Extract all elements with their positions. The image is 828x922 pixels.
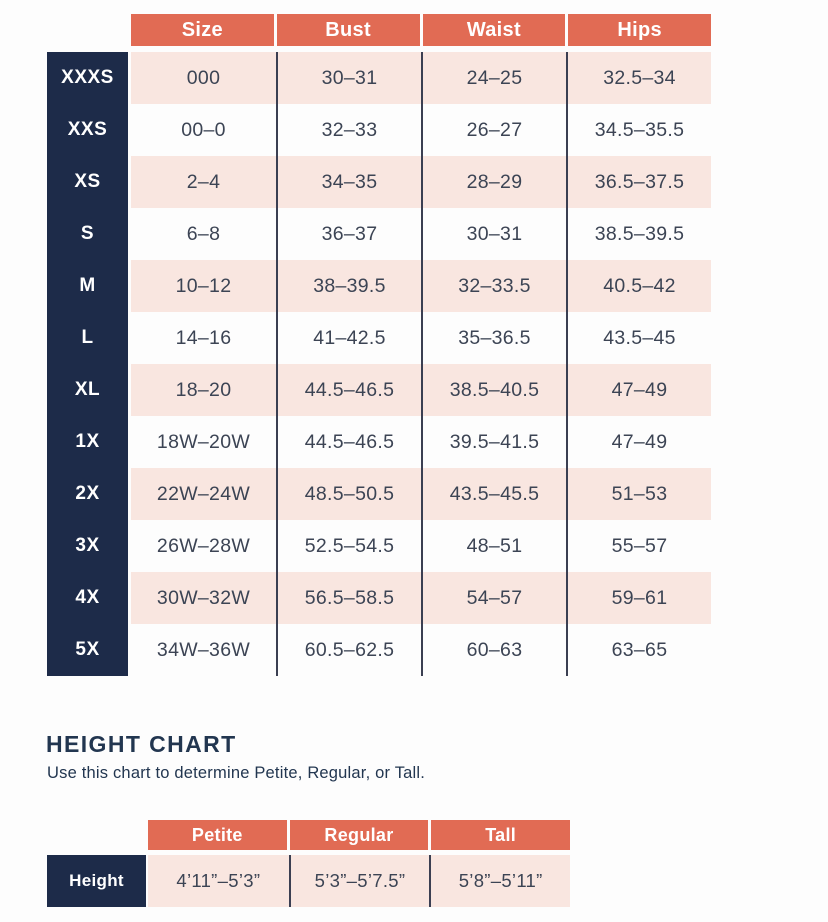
column-header-waist: Waist [423,14,566,46]
table-cell: 44.5–46.5 [276,416,421,468]
table-cell: 43.5–45.5 [421,468,566,520]
height-cell-petite: 4’11”–5’3” [176,870,261,891]
table-cell: 000 [186,66,221,89]
table-cell: 34–35 [276,156,421,208]
table-cell: 43.5–45 [566,312,711,364]
table-cell: 48.5–50.5 [276,468,421,520]
table-row [131,52,711,104]
table-cell: 2–4 [186,170,221,193]
size-row-label: 2X [75,483,100,504]
column-header-tall: Tall [431,820,570,850]
table-cell: 47–49 [566,364,711,416]
table-cell: 22W–24W [156,482,251,505]
table-cell: 26–27 [421,104,566,156]
table-row [131,312,711,364]
table-cell: 35–36.5 [421,312,566,364]
table-cell: 40.5–42 [566,260,711,312]
table-row [131,208,711,260]
table-cell: 18–20 [175,378,232,401]
height-chart-title: HEIGHT CHART [46,731,237,757]
table-cell: 44.5–46.5 [276,364,421,416]
size-row-label: 1X [75,431,100,452]
size-row-label: M [79,275,96,296]
size-row-label: L [81,327,94,348]
table-cell: 39.5–41.5 [421,416,566,468]
table-cell: 36.5–37.5 [566,156,711,208]
size-row-label: 5X [75,639,100,660]
table-cell: 47–49 [566,416,711,468]
height-cell-tall: 5’8”–5’11” [429,855,570,907]
table-row [131,156,711,208]
table-cell: 55–57 [566,520,711,572]
table-cell: 30–31 [276,52,421,104]
column-header-hips: Hips [568,14,711,46]
table-cell: 51–53 [566,468,711,520]
size-row-label: XXXS [61,67,114,88]
table-row [131,260,711,312]
table-cell: 26W–28W [156,534,251,557]
height-row-label: Height [47,855,146,907]
size-row-label: 3X [75,535,100,556]
table-cell: 34.5–35.5 [566,104,711,156]
table-cell: 14–16 [175,326,232,349]
table-cell: 38.5–40.5 [421,364,566,416]
table-cell: 32–33.5 [421,260,566,312]
column-header-size: Size [131,14,274,46]
table-cell: 41–42.5 [276,312,421,364]
table-cell: 60.5–62.5 [276,624,421,676]
table-row [131,572,711,624]
table-cell: 63–65 [566,624,711,676]
table-cell: 24–25 [421,52,566,104]
size-row-label: XS [74,171,101,192]
table-cell: 30W–32W [156,586,251,609]
size-table-header [131,14,711,46]
size-row-label: 4X [75,587,100,608]
height-cell-regular: 5’3”–5’7.5” [289,855,430,907]
table-cell: 54–57 [421,572,566,624]
table-cell: 32.5–34 [566,52,711,104]
size-table-body [131,52,711,676]
table-row [131,468,711,520]
column-header-bust: Bust [277,14,420,46]
table-cell: 10–12 [175,274,232,297]
table-cell: 36–37 [276,208,421,260]
table-cell: 28–29 [421,156,566,208]
height-table-header [148,820,570,850]
height-table-row [148,855,570,907]
size-row-label: XXS [67,119,108,140]
table-row [131,520,711,572]
size-row-label: XL [74,379,101,400]
table-cell: 32–33 [276,104,421,156]
table-cell: 59–61 [566,572,711,624]
table-cell: 18W–20W [156,430,251,453]
table-cell: 30–31 [421,208,566,260]
table-cell: 6–8 [186,222,221,245]
column-header-petite: Petite [148,820,287,850]
table-cell: 48–51 [421,520,566,572]
table-row [131,104,711,156]
table-cell: 34W–36W [156,638,251,661]
column-header-regular: Regular [290,820,429,850]
size-row-label-column [47,52,128,676]
table-cell: 56.5–58.5 [276,572,421,624]
table-cell: 38–39.5 [276,260,421,312]
table-row [131,624,711,676]
table-cell: 00–0 [181,118,226,141]
height-chart-subtitle: Use this chart to determine Petite, Regular, or Tall. [47,764,426,782]
size-row-label: S [80,223,95,244]
table-cell: 52.5–54.5 [276,520,421,572]
table-row [131,364,711,416]
table-cell: 38.5–39.5 [566,208,711,260]
table-row [131,416,711,468]
table-cell: 60–63 [421,624,566,676]
